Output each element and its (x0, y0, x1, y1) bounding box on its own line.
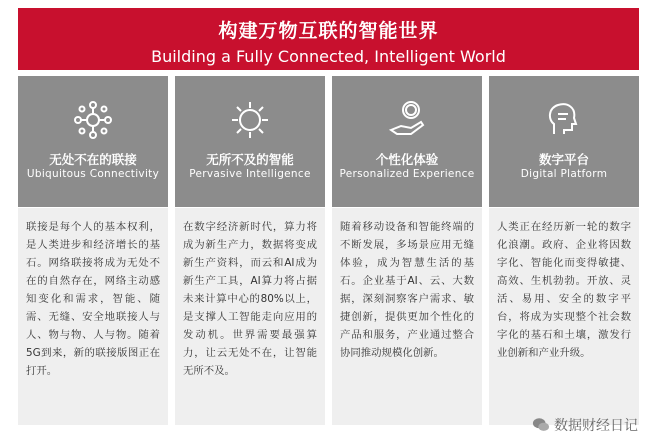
header-banner (18, 8, 639, 70)
column-header-intelligence (175, 76, 325, 207)
personalized-hand-icon (387, 100, 427, 140)
watermark-text: 数据财经日记 (554, 418, 638, 434)
digital-head-icon (544, 100, 584, 140)
column-title-zh: 数字平台 (538, 152, 589, 167)
column-body-connectivity: 联接是每个人的基本权利，是人类进步和经济增长的基石。网络联接将成为无处不在的自然存在，网络主动感知变化和需求，智能、随需、无缝、安全地联接人与人、物与物、人与物。随着5G到来，新的联接版图正在打开。 (18, 208, 168, 425)
column-body-intelligence: 在数字经济新时代，算力将成为新生产力，数据将变成新生产资料，而云和AI成为新生产工具，AI算力将占据未来计算中心的80%以上，是支撑人工智能走向应用的发动机。世界需要最强算力，让云无处不在，让智能无所不及。 (175, 208, 325, 425)
column-title-en: Digital Platform (520, 168, 608, 180)
network-nodes-icon (73, 100, 113, 140)
ai-gear-icon (230, 100, 270, 140)
column-header-experience (332, 76, 482, 207)
column-header-digital-platform (489, 76, 639, 207)
banner-title-en: Building a Fully Connected, Intelligent World (151, 47, 506, 66)
wechat-icon (532, 416, 550, 434)
column-header-connectivity (18, 76, 168, 207)
column-body-digital-platform: 人类正在经历新一轮的数字化浪潮。政府、企业将因数字化、智能化而变得敏捷、高效、生机勃勃。开放、灵活、易用、安全的数字平台，将成为实现整个社会数字化的基石和土壤，激发行业创新和产业升级。 (489, 208, 639, 425)
column-title-en: Personalized Experience (339, 168, 475, 180)
column-title-zh: 无所不及的智能 (206, 152, 294, 167)
column-title-zh: 无处不在的联接 (49, 152, 137, 167)
column-title-en: Pervasive Intelligence (189, 168, 311, 180)
column-title-en: Ubiquitous Connectivity (26, 168, 160, 180)
column-title-zh: 个性化体验 (375, 152, 439, 167)
watermark (532, 415, 638, 435)
column-body-experience: 随着移动设备和智能终端的不断发展，多场景应用无缝体验，成为智慧生活的基石。企业基于AI、云、大数据，深刻洞察客户需求、敏捷创新，提供更加个性化的产品和服务，产业通过整合协同推动规模化创新。 (332, 208, 482, 425)
banner-title-zh: 构建万物互联的智能世界 (218, 20, 439, 42)
